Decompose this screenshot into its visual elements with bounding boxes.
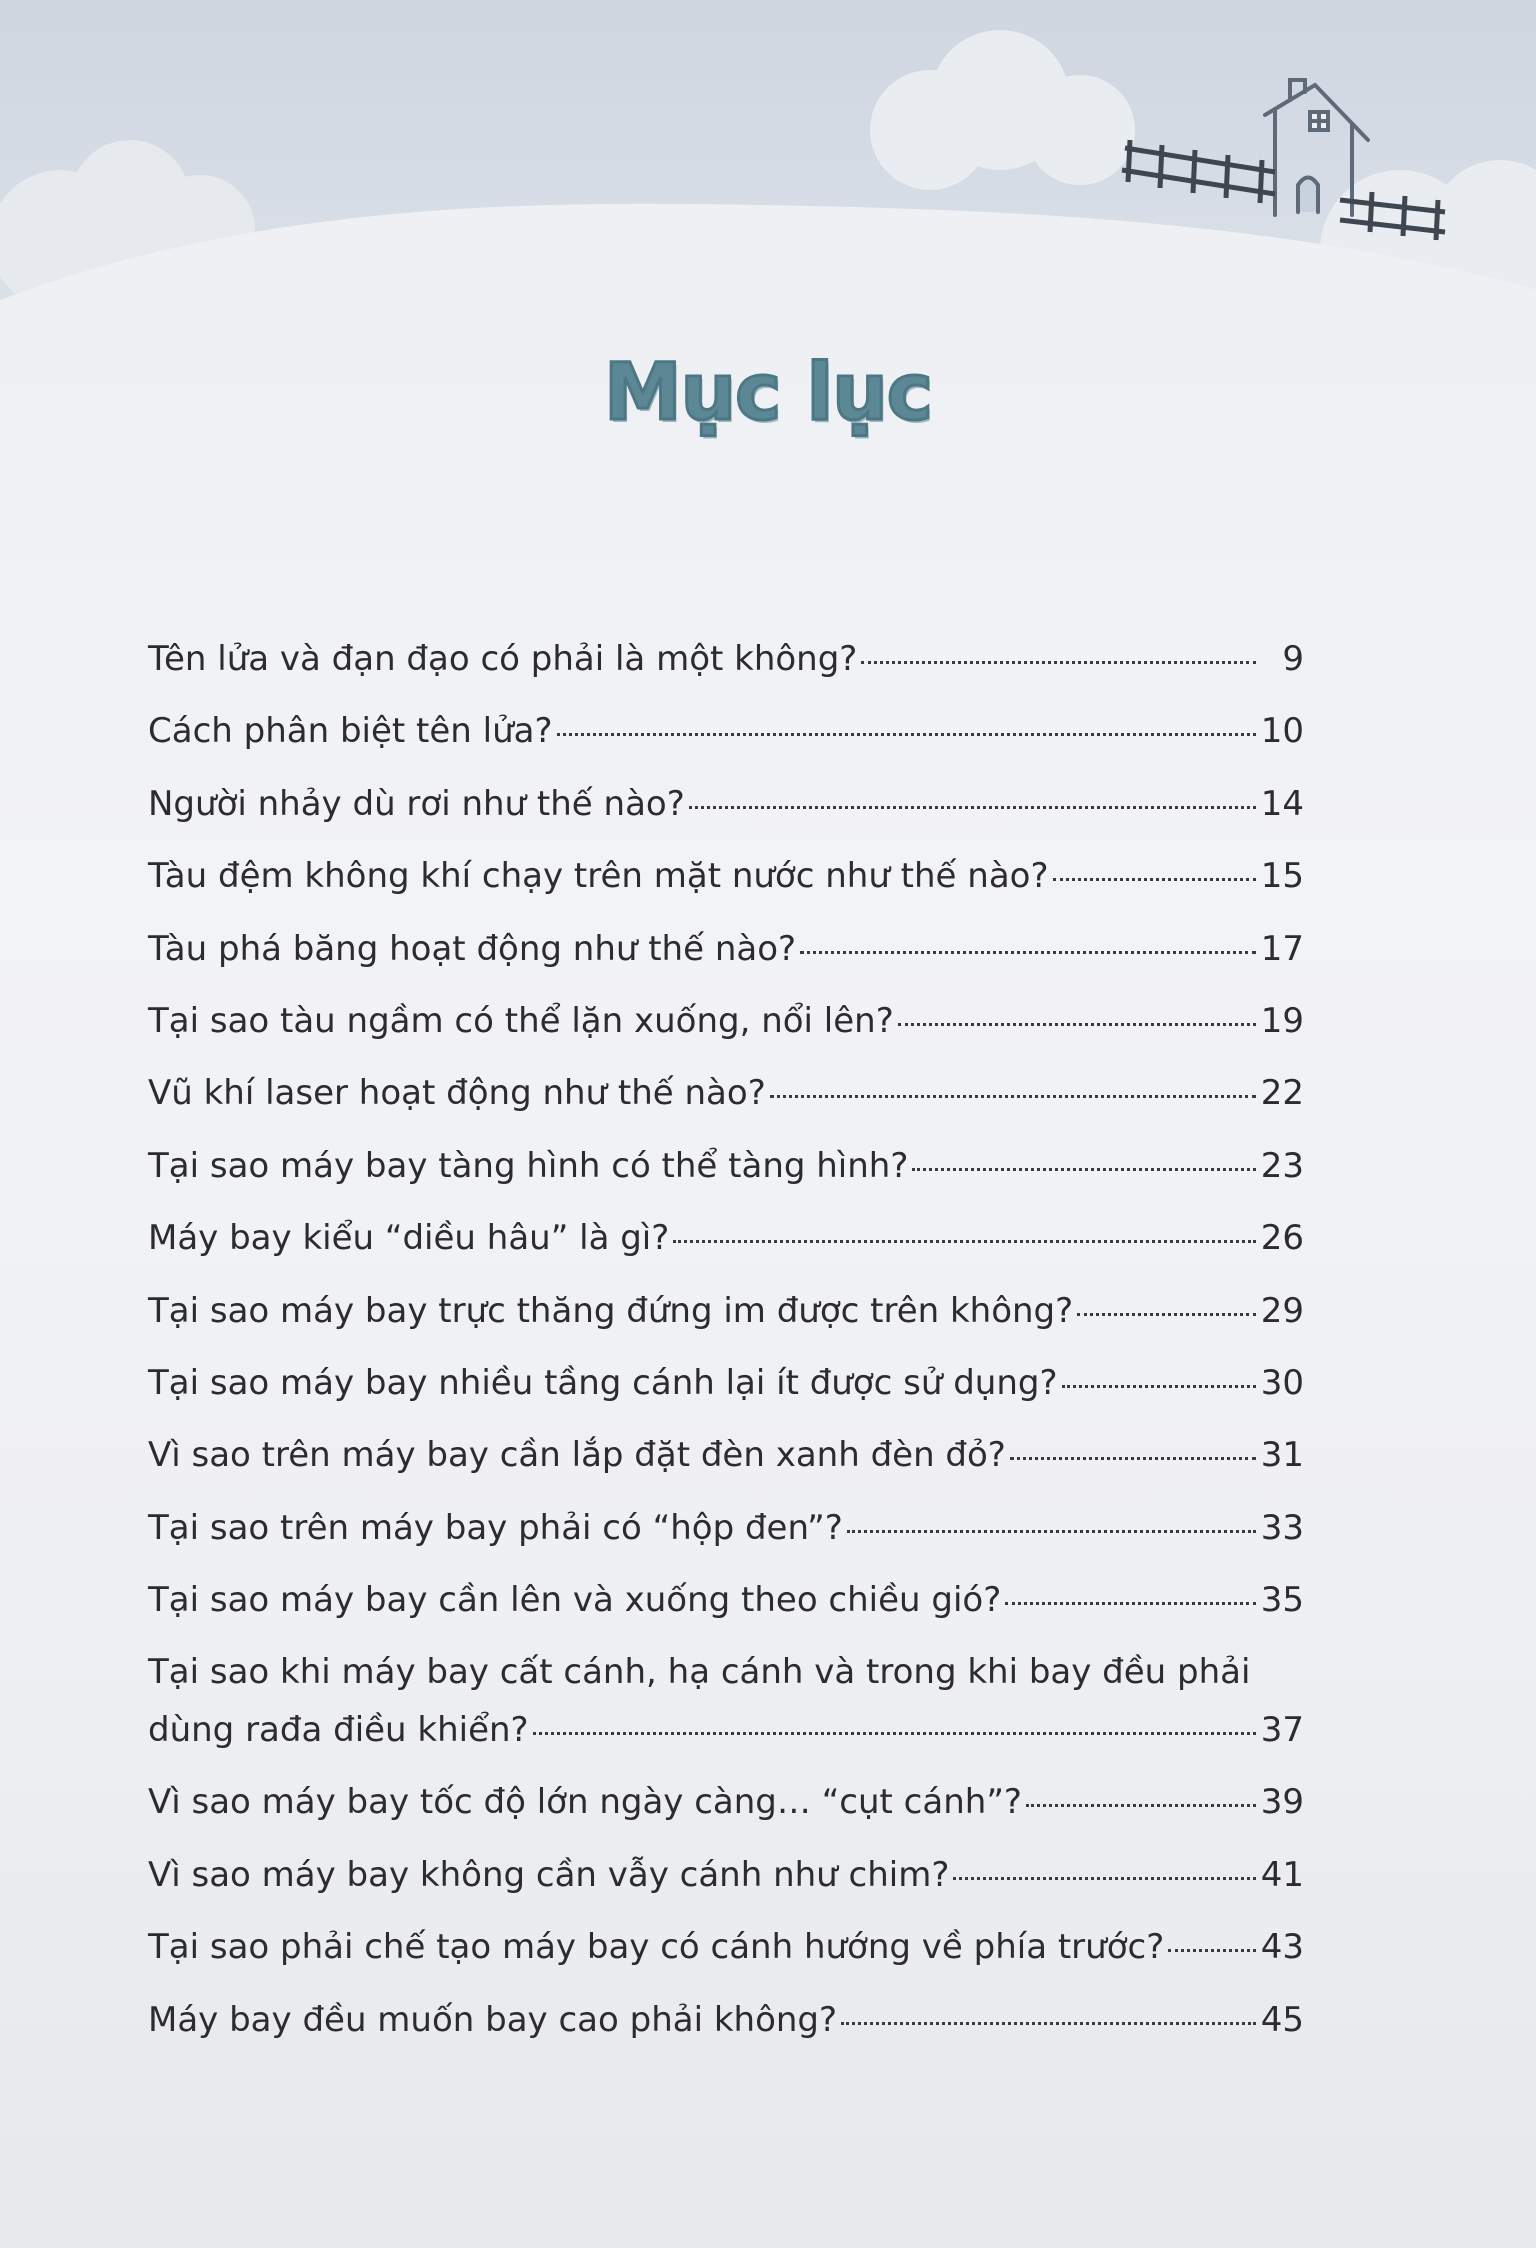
toc-item-title: Vì sao máy bay không cần vẫy cánh như chim? xyxy=(148,1854,950,1895)
toc-item-page: 19 xyxy=(1260,1000,1304,1041)
dot-leader xyxy=(1062,1385,1256,1388)
toc-item-page: 31 xyxy=(1260,1435,1304,1476)
toc-item[interactable] xyxy=(148,1571,1304,1643)
dot-leader xyxy=(912,1168,1256,1171)
dot-leader xyxy=(1168,1949,1256,1952)
toc-item-line2 xyxy=(148,1701,1304,1759)
toc-item[interactable] xyxy=(148,920,1304,992)
dot-leader xyxy=(533,1732,1256,1735)
toc-item[interactable] xyxy=(148,1209,1304,1281)
dot-leader xyxy=(841,2022,1256,2025)
dot-leader xyxy=(800,951,1256,954)
dot-leader xyxy=(847,1530,1256,1533)
dot-leader xyxy=(1026,1804,1256,1807)
toc-item-page: 39 xyxy=(1260,1782,1304,1823)
toc-item-title: Tại sao máy bay tàng hình có thể tàng hình? xyxy=(148,1145,909,1186)
toc-item[interactable] xyxy=(148,1499,1304,1571)
toc-item[interactable] xyxy=(148,1991,1304,2063)
toc-item-title: Máy bay đều muốn bay cao phải không? xyxy=(148,1999,838,2040)
toc-item-page: 23 xyxy=(1260,1145,1304,1186)
toc-item[interactable] xyxy=(148,1643,1304,1773)
toc-item-title: Tại sao máy bay nhiều tầng cánh lại ít được sử dụng? xyxy=(148,1362,1058,1403)
toc-item[interactable] xyxy=(148,1426,1304,1498)
dot-leader xyxy=(557,733,1256,736)
dot-leader xyxy=(1053,878,1256,881)
toc-item-title: Người nhảy dù rơi như thế nào? xyxy=(148,783,685,824)
toc-item-title: Máy bay kiểu “diều hâu” là gì? xyxy=(148,1218,670,1259)
toc-item[interactable] xyxy=(148,1064,1304,1136)
toc-item-page: 29 xyxy=(1260,1290,1304,1331)
toc-item[interactable] xyxy=(148,702,1304,774)
dot-leader xyxy=(1077,1313,1256,1316)
toc-item-page: 17 xyxy=(1260,928,1304,969)
toc-item-title-line1: Tại sao khi máy bay cất cánh, hạ cánh và trong khi bay đều phải xyxy=(148,1652,1251,1693)
toc-item[interactable] xyxy=(148,847,1304,919)
toc-item-title: Vì sao trên máy bay cần lắp đặt đèn xanh đèn đỏ? xyxy=(148,1435,1006,1476)
toc-item-title: Tại sao phải chế tạo máy bay có cánh hướng về phía trước? xyxy=(148,1927,1165,1968)
toc-item-title: Vũ khí laser hoạt động như thế nào? xyxy=(148,1073,766,1114)
toc-item-page: 14 xyxy=(1260,783,1304,824)
toc-item-title: Tàu phá băng hoạt động như thế nào? xyxy=(148,928,797,969)
toc-item-title: Tại sao trên máy bay phải có “hộp đen”? xyxy=(148,1507,843,1548)
toc-item-title: Tại sao máy bay trực thăng đứng im được trên không? xyxy=(148,1290,1074,1331)
table-of-contents xyxy=(148,630,1304,2063)
toc-item-page: 9 xyxy=(1282,639,1304,679)
toc-item-title: Tên lửa và đạn đạo có phải là một không? xyxy=(148,639,858,679)
toc-item[interactable] xyxy=(148,992,1304,1064)
toc-item[interactable] xyxy=(148,630,1304,702)
page-title: Mục lục xyxy=(603,348,933,438)
header-illustration xyxy=(0,0,1536,360)
dot-leader xyxy=(673,1240,1256,1243)
toc-item-page: 43 xyxy=(1260,1927,1304,1968)
dot-leader xyxy=(770,1095,1256,1098)
dot-leader xyxy=(953,1877,1256,1880)
dot-leader xyxy=(1005,1602,1256,1605)
toc-item[interactable] xyxy=(148,1918,1304,1990)
toc-item-title: Tàu đệm không khí chạy trên mặt nước như thế nào? xyxy=(148,856,1049,897)
toc-item-page: 37 xyxy=(1260,1710,1304,1751)
toc-item-title: Vì sao máy bay tốc độ lớn ngày càng… “cụt cánh”? xyxy=(148,1782,1022,1823)
toc-item-title: Cách phân biệt tên lửa? xyxy=(148,711,553,752)
toc-item-page: 45 xyxy=(1260,1999,1304,2040)
toc-item-title: Tại sao tàu ngầm có thể lặn xuống, nổi lên? xyxy=(148,1000,894,1041)
toc-item[interactable] xyxy=(148,1137,1304,1209)
toc-item-title: Tại sao máy bay cần lên và xuống theo chiều gió? xyxy=(148,1580,1002,1621)
toc-item-page: 15 xyxy=(1260,856,1304,897)
toc-item-page: 22 xyxy=(1260,1073,1304,1114)
dot-leader xyxy=(898,1023,1256,1026)
toc-item-page: 41 xyxy=(1260,1854,1304,1895)
toc-item[interactable] xyxy=(148,775,1304,847)
toc-item[interactable] xyxy=(148,1354,1304,1426)
toc-item-page: 35 xyxy=(1260,1580,1304,1621)
toc-item-title-line2: dùng rađa điều khiển? xyxy=(148,1710,529,1751)
toc-item[interactable] xyxy=(148,1773,1304,1845)
dot-leader xyxy=(861,661,1256,664)
toc-item-page: 33 xyxy=(1260,1507,1304,1548)
toc-item-page: 30 xyxy=(1260,1362,1304,1403)
toc-item[interactable] xyxy=(148,1282,1304,1354)
toc-item-page: 26 xyxy=(1260,1218,1304,1259)
dot-leader xyxy=(1010,1457,1256,1460)
toc-item-page: 10 xyxy=(1260,711,1304,752)
dot-leader xyxy=(689,806,1256,809)
toc-item[interactable] xyxy=(148,1846,1304,1918)
